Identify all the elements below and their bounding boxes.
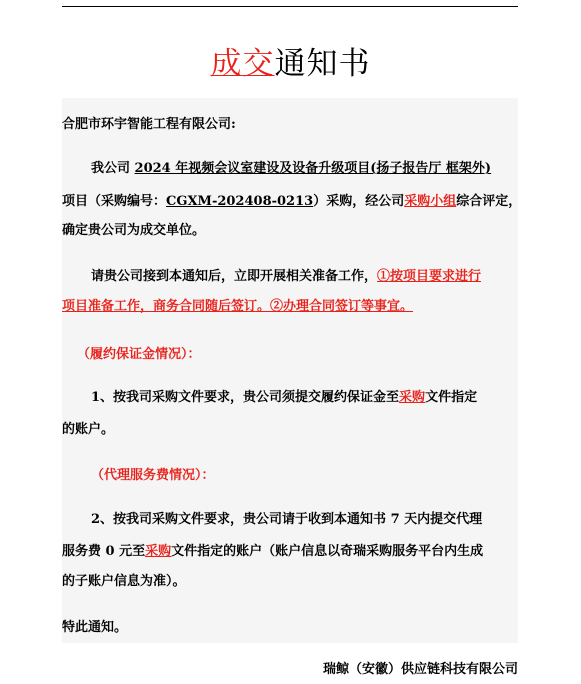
signature-company: 瑞鲸（安徽）供应链科技有限公司	[322, 662, 518, 677]
para1-text: 我公司	[91, 161, 135, 176]
section1-text: 1、按我司采购文件要求，贵公司须提交履约保证金至	[91, 390, 400, 405]
recipient: 合肥市环宇智能工程有限公司:	[62, 117, 236, 132]
section1-heading: （履约保证金情况）：	[77, 347, 201, 362]
page-title	[0, 44, 581, 84]
title-black-part: 通知书	[274, 46, 371, 82]
para1-text: ）采购，经公司	[313, 194, 405, 209]
para1-line1	[91, 160, 491, 178]
section1-line1	[91, 389, 477, 407]
section1-text: 文件指定	[425, 390, 478, 405]
top-rule	[62, 6, 518, 7]
section2-text: 服务费 0 元至	[62, 544, 146, 559]
project-name: 2024 年视频会议室建设及设备升级项目(扬子报告厅 框架外)	[134, 161, 492, 176]
para1-line3: 确定贵公司为成交单位。	[62, 223, 206, 238]
section2-heading: （代理服务费情况）：	[91, 468, 215, 483]
section2-line1: 2、按我司采购文件要求，贵公司请于收到本通知书 7 天内提交代理	[91, 512, 483, 527]
para1-text: 项目（采购编号：	[62, 194, 167, 209]
section1-highlight: 采购	[399, 390, 426, 405]
section2-line3: 的子账户信息为准）。	[62, 574, 186, 589]
closing-text: 特此通知。	[62, 620, 128, 635]
title-red-part: 成交	[210, 46, 275, 82]
procurement-number: CGXM-202408-0213	[166, 194, 314, 209]
para1-text: 综合评定，	[456, 194, 522, 209]
para2-highlight: ①按项目要求进行	[377, 269, 482, 284]
section2-line2	[62, 543, 483, 561]
para2-line1	[91, 268, 481, 286]
para2-text: 请贵公司接到本通知后，立即开展相关准备工作，	[91, 269, 378, 284]
document-body-area	[62, 98, 518, 643]
para2-line2: 项目准备工作，商务合同随后签订。②办理合同签订等事宜。	[62, 299, 414, 314]
section2-highlight: 采购	[145, 544, 172, 559]
para1-line2	[62, 193, 521, 211]
section1-line2: 的账户。	[62, 422, 115, 437]
section2-text: 文件指定的账户（账户信息以奇瑞采购服务平台内生成	[171, 544, 484, 559]
procurement-group-highlight: 采购小组	[404, 194, 457, 209]
